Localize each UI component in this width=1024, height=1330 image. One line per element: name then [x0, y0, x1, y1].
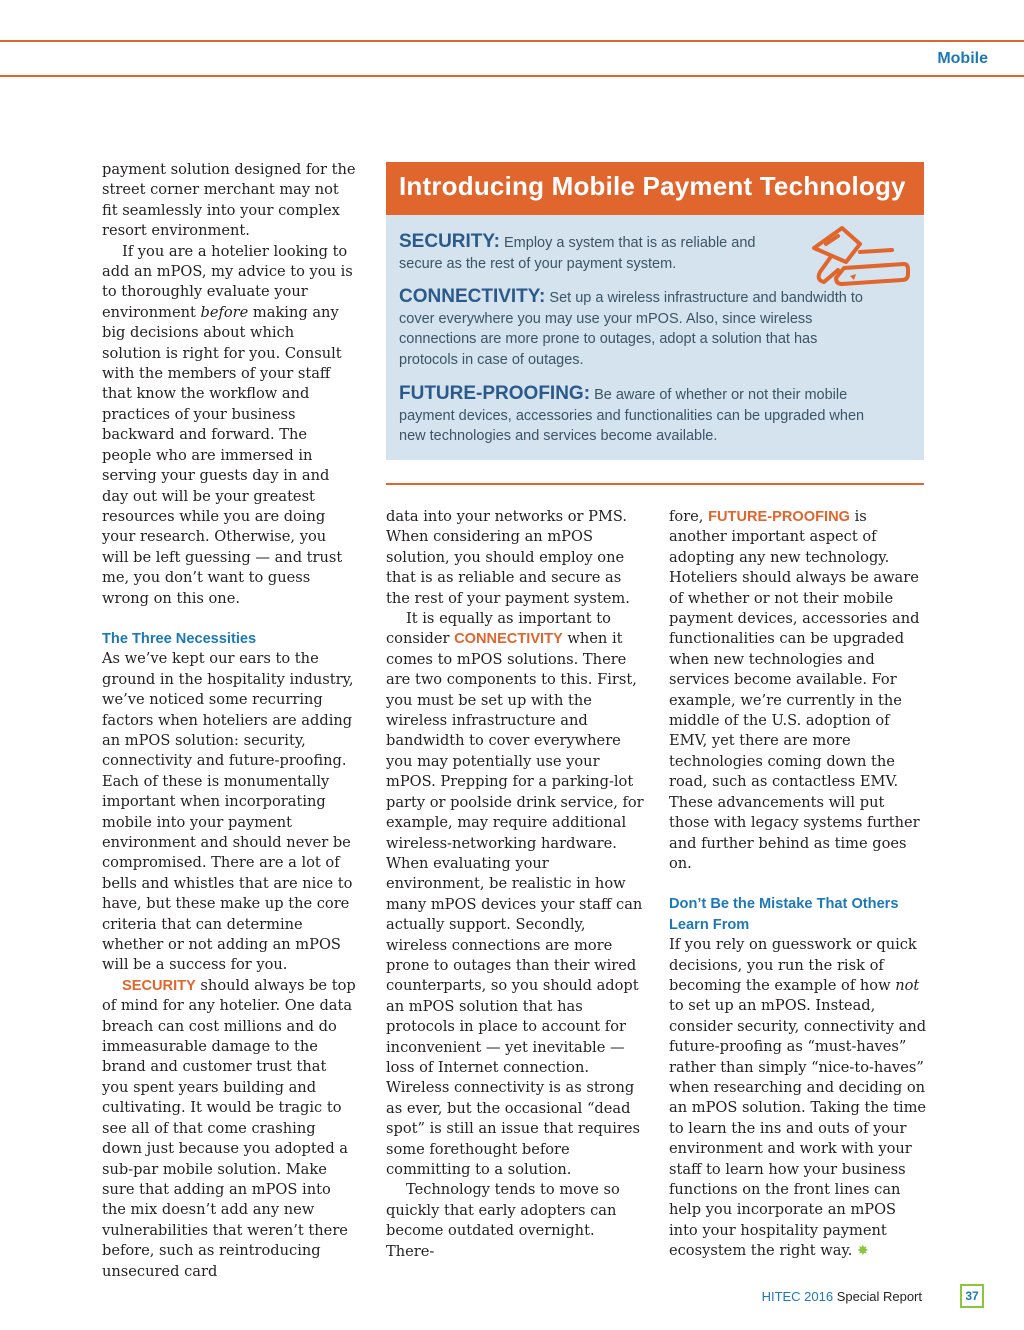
- sidebar-item-future-proofing: FUTURE-PROOFING: Be aware of whether or not their mobile payment devices, accessories and functionalities can be upgraded when new technologies and services become available.: [399, 383, 865, 444]
- sidebar-title: Introducing Mobile Payment Technology: [399, 171, 906, 201]
- hand-card-reader-icon: [808, 224, 912, 294]
- section-label: Mobile: [937, 50, 988, 67]
- header-rule-bottom: [0, 75, 1024, 77]
- article-column-2: [386, 507, 644, 1262]
- sidebar-item-security: SECURITY: Employ a system that is as reliable and secure as the rest of your payment system.: [399, 231, 756, 272]
- emphasis: before: [200, 303, 249, 321]
- paragraph: If you are a hotelier looking to add an mPOS, my advice to you is to thoroughly evaluate your environment before making any big decisions about which solution is right for you. Consult with the members of your staff that know the workflow and practices of your business backward and forward. The people who are immersed in serving your guests day in and day out will be your greatest resources while you are doing your research. Otherwise, you will be left guessing — and trust me, you don’t want to guess wrong on this one.: [102, 242, 353, 607]
- footer-publication: HITEC 2016 Special Report: [761, 1289, 922, 1304]
- sidebar-box: [386, 162, 924, 460]
- emphasis: not: [895, 976, 920, 994]
- subheading: The Three Necessities: [102, 630, 257, 647]
- keyword-future-proofing: FUTURE-PROOFING: [708, 509, 850, 525]
- paragraph: It is equally as important to consider CONNECTIVITY when it comes to mPOS solutions. There are two components to this. First, you must be set up with the wireless infrastructure and bandwidth to cover everywhere you may potentially use your mPOS. Prepping for a parking-lot party or poolside drink service, for example, may require additional wireless-networking hardware. When evaluating your environment, be realistic in how many mPOS devices your staff can actually support. Secondly, wireless connections are more prone to outages than their wired counterparts, so you should adopt an mPOS solution that has protocols in place to account for inconvenient — yet inevitable — loss of Internet connection. Wireless connectivity is as strong as ever, but the occasional “dead spot” is still an issue that requires some forethought before committing to a solution.: [386, 610, 644, 1178]
- paragraph: data into your networks or PMS. When considering an mPOS solution, you should employ one that is as reliable and secure as the rest of your payment system.: [386, 508, 630, 607]
- paragraph: Technology tends to move so quickly that early adopters can become outdated overnight. There-: [386, 1181, 620, 1260]
- keyword-connectivity: CONNECTIVITY: [454, 631, 563, 648]
- article-column-1: [102, 160, 357, 1282]
- end-mark-icon: ✸: [857, 1243, 869, 1260]
- sidebar-rule: [386, 483, 924, 485]
- paragraph: SECURITY should always be top of mind for any hotelier. One data breach can cost millions and do immeasurable damage to the brand and customer trust that you spent years building and cultivating. It would be tragic to see all of that come crashing down just because you adopted a sub-par mobile solution. Make sure that adding an mPOS into the mix doesn’t add any new vulnerabilities that weren’t there before, such as reintroducing unsecured card: [102, 976, 356, 1280]
- header-rule-top: [0, 40, 1024, 42]
- article-column-3: [669, 507, 927, 1262]
- subheading: Don’t Be the Mistake That Others Learn From: [669, 896, 899, 933]
- sidebar-item-connectivity: CONNECTIVITY: Set up a wireless infrastructure and bandwidth to cover everywhere you may use your mPOS. Also, since wireless connections are more prone to outages, adopt a solution that has protocols in case of outages.: [399, 286, 863, 368]
- paragraph: payment solution designed for the street corner merchant may not fit seamlessly into your complex resort environment.: [102, 161, 356, 240]
- page-number: 37: [960, 1284, 984, 1308]
- paragraph: If you rely on guesswork or quick decisions, you run the risk of becoming the example of how not to set up an mPOS. Instead, consider security, connectivity and future-proofing as “must-haves” rather than simply “nice-to-haves” when researching and deciding on an mPOS solution. Taking the time to learn the ins and outs of your environment and work with your staff to learn how your business functions on the front lines can help you incorporate an mPOS into your hospitality payment ecosystem the right way. ✸: [669, 936, 927, 1260]
- sidebar-header: [386, 162, 924, 215]
- paragraph: As we’ve kept our ears to the ground in the hospitality industry, we’ve noticed some recurring factors when hoteliers are adding an mPOS solution: security, connectivity and future-proofing. Each of these is monumentally important when incorporating mobile into your payment environment and should never be compromised. There are a lot of bells and whistles that are nice to have, but these make up the core criteria that can determine whether or not adding an mPOS will be a success for you.: [102, 650, 354, 974]
- keyword-security: SECURITY: [122, 977, 196, 994]
- paragraph: fore, FUTURE-PROOFING is another important aspect of adopting any new technology. Hoteliers should always be aware of whether or not their mobile payment devices, accessories and functionalities can be upgraded when new technologies and services become available. For example, we’re currently in the middle of the U.S. adoption of EMV, yet there are more technologies coming down the road, such as contactless EMV. These advancements will put those with legacy systems further and further behind as time goes on.: [669, 508, 920, 872]
